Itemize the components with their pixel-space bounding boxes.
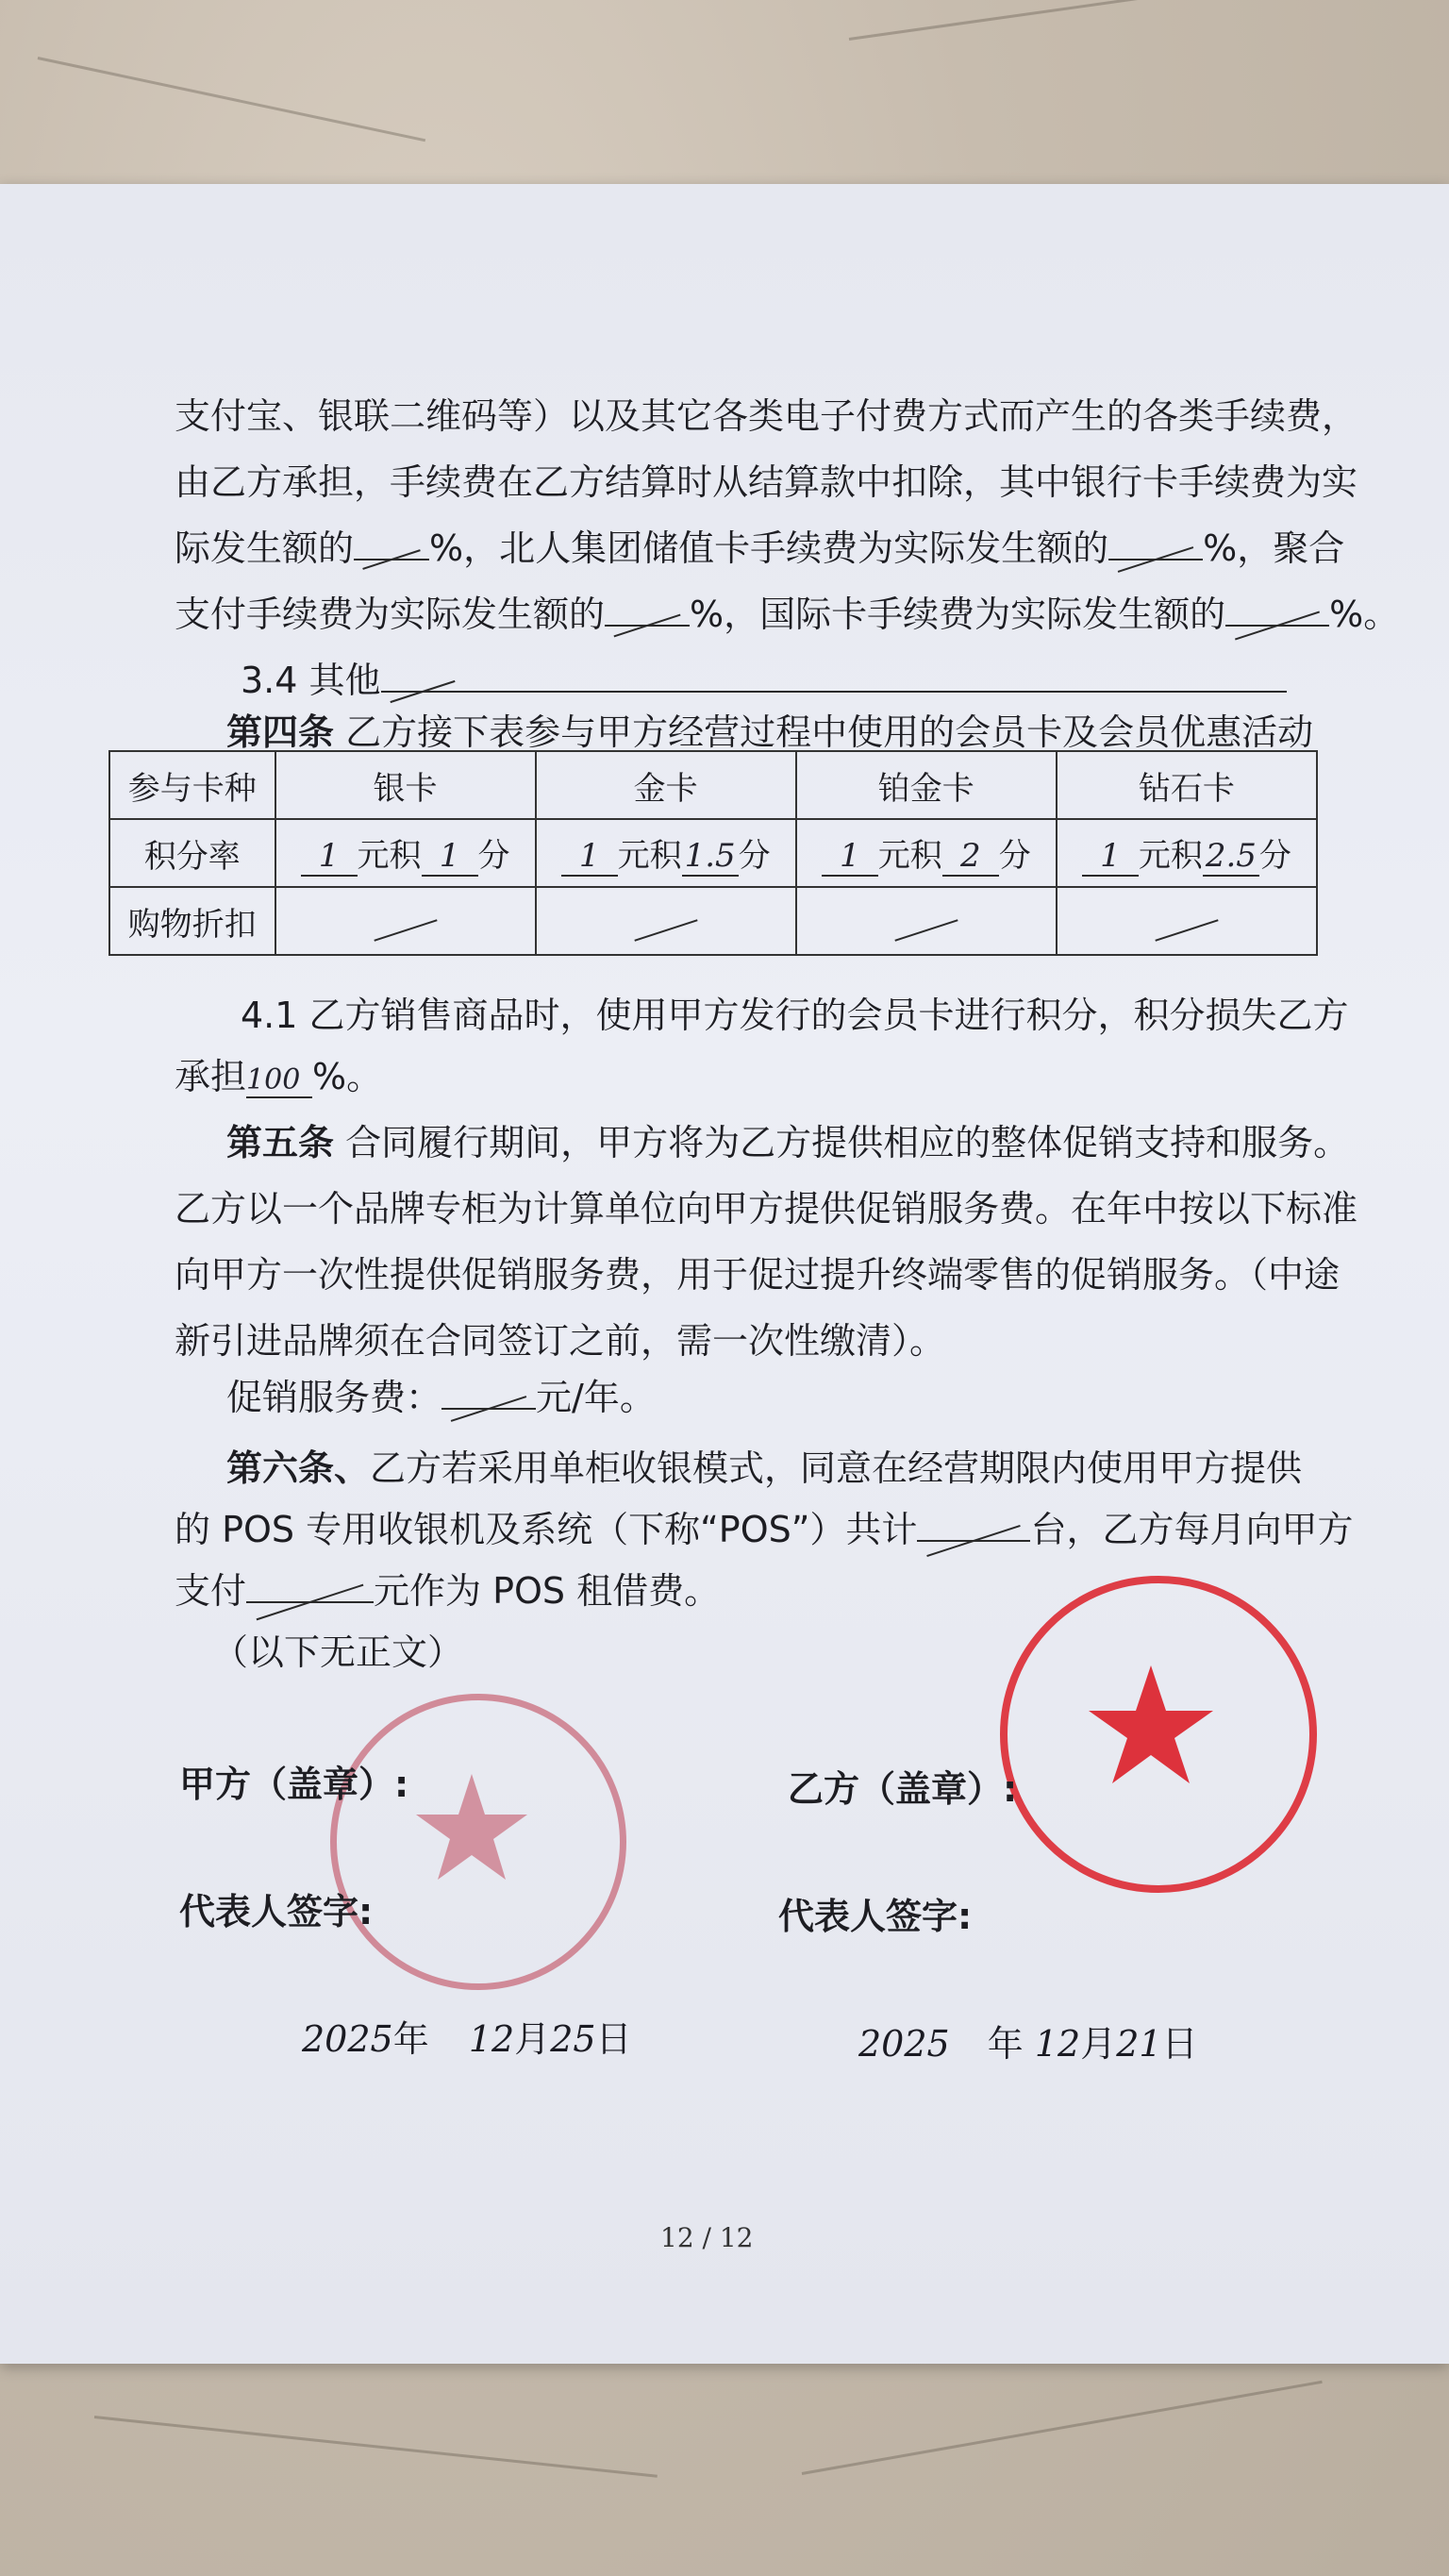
blank-field [441,1408,536,1410]
text-fragment: 台，乙方每月向甲方 [1030,1509,1354,1550]
date-unit: 日 [595,2018,632,2060]
table-cell [536,887,796,955]
article-5 [226,1113,1349,1165]
text-fragment: 促销服务费： [226,1377,442,1418]
slash-mark [1155,919,1218,942]
text-fragment: 分 [1258,837,1291,875]
table-row [109,819,1317,887]
text-line [175,1500,1353,1552]
table-header: 铂金卡 [796,751,1057,819]
marble-vein [38,57,425,142]
text-fragment: 乙方若采用单柜收银模式，同意在经营期限内使用甲方提供 [370,1447,1303,1489]
date-unit: 日 [1161,2023,1198,2065]
handwritten-value: 1.5 [682,837,739,877]
marble-vein [94,2416,658,2478]
article-label: 第四条 [226,711,335,753]
text-fragment: 元积 [877,837,942,875]
text-fragment: 元积 [1138,837,1203,875]
party-b-label: 乙方（盖章）: [788,1768,1018,1810]
blank-field [246,1601,374,1603]
table-row [109,887,1317,955]
text-fragment: 分 [738,837,771,875]
rep-a-label: 代表人签字: [179,1891,374,1932]
text-line [175,585,1399,637]
text-fragment: 乙方接下表参与甲方经营过程中使用的会员卡及会员优惠活动 [334,711,1314,753]
text-fragment: 支付手续费为实际发生额的 [175,594,606,635]
text-fragment: 合同履行期间，甲方将为乙方提供相应的整体促销支持和服务。 [334,1122,1350,1163]
text-line: 新引进品牌须在合同签订之前，需一次性缴清）。 [175,1320,946,1362]
article-6 [226,1439,1302,1491]
table-row [109,751,1317,819]
article-4 [226,703,1313,755]
promo-fee [226,1368,656,1420]
section-3-4 [241,651,1287,703]
table-cell [796,819,1057,887]
text-fragment: %，聚合 [1203,527,1345,569]
text-line: 乙方以一个品牌专柜为计算单位向甲方提供促销服务费。在年中按以下标准 [175,1188,1358,1229]
handwritten-value: 1 [561,837,618,877]
marble-vein [849,0,1317,41]
handwritten-value: 2.5 [1203,837,1259,877]
text-fragment: %。 [1329,594,1400,635]
date-month: 12 [1034,2023,1081,2065]
date-party-b [858,2015,1198,2066]
text-fragment: 3.4 其他 [241,660,381,701]
page-number: 12 / 12 [660,2222,754,2253]
rep-b-label: 代表人签字: [778,1896,973,1937]
handwritten-value: 100 [246,1063,312,1098]
table-header: 钻石卡 [1057,751,1317,819]
handwritten-value: 2 [942,837,999,877]
blank-field [917,1540,1030,1542]
blank-field [605,625,690,627]
table-header: 参与卡种 [109,751,275,819]
date-party-a [302,2010,632,2062]
text-fragment: 分 [477,837,510,875]
text-fragment: 支付 [175,1570,247,1612]
table-cell [1057,887,1317,955]
date-day: 25 [550,2018,596,2060]
star-icon [330,1694,613,1977]
blank-field [381,691,1287,693]
date-unit: 年 [392,2018,429,2060]
end-note: （以下无正文） [212,1631,464,1673]
date-unit: 年 [987,2023,1024,2065]
date-month: 12 [468,2018,515,2060]
text-line: 由乙方承担，手续费在乙方结算时从结算款中扣除，其中银行卡手续费为实 [175,461,1358,503]
date-year: 2025 [858,2023,950,2065]
text-line: 向甲方一次性提供促销服务费，用于促过提升终端零售的促销服务。（中途 [175,1254,1341,1296]
table-cell [796,887,1057,955]
text-fragment: %，国际卡手续费为实际发生额的 [690,594,1226,635]
company-seal-right [1000,1576,1317,1893]
date-unit: 月 [514,2018,551,2060]
blank-field [1225,625,1329,627]
table-cell [1057,819,1317,887]
date-unit: 月 [1080,2023,1117,2065]
article-label: 第六条、 [226,1447,371,1489]
text-fragment: 元积 [357,837,422,875]
marble-vein [802,2381,1323,2475]
text-fragment: 的 POS 专用收银机及系统（下称“POS”）共计 [175,1509,918,1550]
blank-field [354,559,429,560]
table-cell: 积分率 [109,819,275,887]
company-seal-left [330,1694,626,1990]
slash-mark [634,919,697,942]
star-icon [1000,1576,1302,1878]
handwritten-value: 1 [822,837,878,877]
text-line [175,519,1344,571]
table-header: 金卡 [536,751,796,819]
date-day: 21 [1116,2023,1162,2065]
table-cell [275,819,536,887]
text-fragment: %，北人集团储值卡手续费为实际发生额的 [429,527,1109,569]
date-year: 2025 [302,2018,393,2060]
text-fragment: 元/年。 [536,1377,656,1418]
table-cell [536,819,796,887]
party-a-label: 甲方（盖章）: [179,1764,409,1805]
handwritten-value: 1 [1082,837,1139,877]
text-fragment: 元积 [617,837,682,875]
text-fragment: 际发生额的 [175,527,355,569]
handwritten-value: 1 [301,837,358,877]
table-header: 银卡 [275,751,536,819]
text-fragment: 分 [998,837,1031,875]
text-fragment: 元作为 POS 租借费。 [374,1570,721,1612]
text-fragment: 承担 [175,1056,247,1097]
section-4-1: 4.1 乙方销售商品时，使用甲方发行的会员卡进行积分，积分损失乙方 [241,995,1349,1036]
member-card-table [108,750,1318,956]
blank-field [1108,559,1203,560]
article-label: 第五条 [226,1122,335,1163]
text-line [175,1047,382,1099]
text-fragment: %。 [312,1056,383,1097]
slash-mark [374,919,437,942]
table-cell: 购物折扣 [109,887,275,955]
text-line: 支付宝、银联二维码等）以及其它各类电子付费方式而产生的各类手续费， [175,395,1358,437]
slash-mark [894,919,958,942]
text-line [175,1562,720,1614]
table-cell [275,887,536,955]
handwritten-value: 1 [422,837,478,877]
